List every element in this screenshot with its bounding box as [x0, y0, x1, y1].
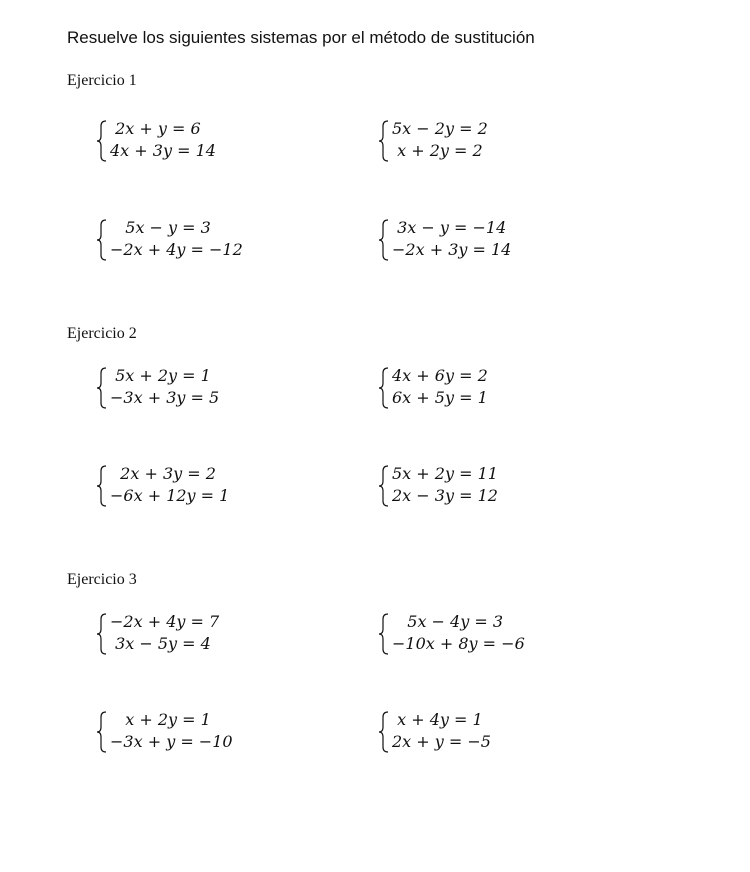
equation-2: −6x + 12y = 1 — [110, 486, 230, 505]
equation-system — [378, 118, 638, 164]
left-brace-icon — [378, 219, 390, 261]
left-brace-icon — [378, 367, 390, 409]
equation-system — [378, 217, 638, 263]
equation-system — [378, 463, 638, 509]
equation-2: x + 2y = 2 — [392, 141, 483, 160]
equation-1: 3x − y = −14 — [392, 218, 507, 237]
left-brace-icon — [378, 465, 390, 507]
equation-1: x + 4y = 1 — [392, 710, 483, 729]
equation-2: 2x + y = −5 — [392, 732, 491, 751]
left-brace-icon — [96, 711, 108, 753]
equation-2: −3x + 3y = 5 — [110, 388, 220, 407]
equation-2: 2x − 3y = 12 — [392, 486, 498, 505]
equation-1: 5x + 2y = 11 — [392, 464, 498, 483]
equation-2: 3x − 5y = 4 — [110, 634, 211, 653]
equation-2: −2x + 4y = −12 — [110, 240, 243, 259]
equation-system — [378, 709, 638, 755]
equation-2: −2x + 3y = 14 — [392, 240, 512, 259]
section-heading-ejercicio-2: Ejercicio 2 — [67, 325, 137, 342]
equation-1: 4x + 6y = 2 — [392, 366, 488, 385]
left-brace-icon — [96, 120, 108, 162]
section-heading-ejercicio-1: Ejercicio 1 — [67, 72, 137, 89]
equation-1: x + 2y = 1 — [110, 710, 211, 729]
equation-2: −10x + 8y = −6 — [392, 634, 525, 653]
equation-2: −3x + y = −10 — [110, 732, 233, 751]
page-title: Resuelve los siguientes sistemas por el método de sustitución — [67, 28, 535, 47]
equation-system — [96, 463, 356, 509]
equation-1: 5x − 2y = 2 — [392, 119, 488, 138]
equation-system — [96, 365, 356, 411]
left-brace-icon — [96, 219, 108, 261]
left-brace-icon — [378, 613, 390, 655]
equation-2: 6x + 5y = 1 — [392, 388, 488, 407]
left-brace-icon — [96, 613, 108, 655]
equation-system — [378, 611, 638, 657]
equation-1: 5x − 4y = 3 — [392, 612, 504, 631]
left-brace-icon — [96, 465, 108, 507]
equation-1: 2x + y = 6 — [110, 119, 201, 138]
equation-system — [96, 709, 356, 755]
section-heading-ejercicio-3: Ejercicio 3 — [67, 571, 137, 588]
equation-system — [96, 217, 356, 263]
equation-1: 5x − y = 3 — [110, 218, 211, 237]
left-brace-icon — [378, 120, 390, 162]
equation-system — [96, 611, 356, 657]
left-brace-icon — [378, 711, 390, 753]
equation-2: 4x + 3y = 14 — [110, 141, 216, 160]
equation-system — [96, 118, 356, 164]
equation-1: −2x + 4y = 7 — [110, 612, 220, 631]
equation-system — [378, 365, 638, 411]
equation-1: 2x + 3y = 2 — [110, 464, 216, 483]
left-brace-icon — [96, 367, 108, 409]
equation-1: 5x + 2y = 1 — [110, 366, 211, 385]
